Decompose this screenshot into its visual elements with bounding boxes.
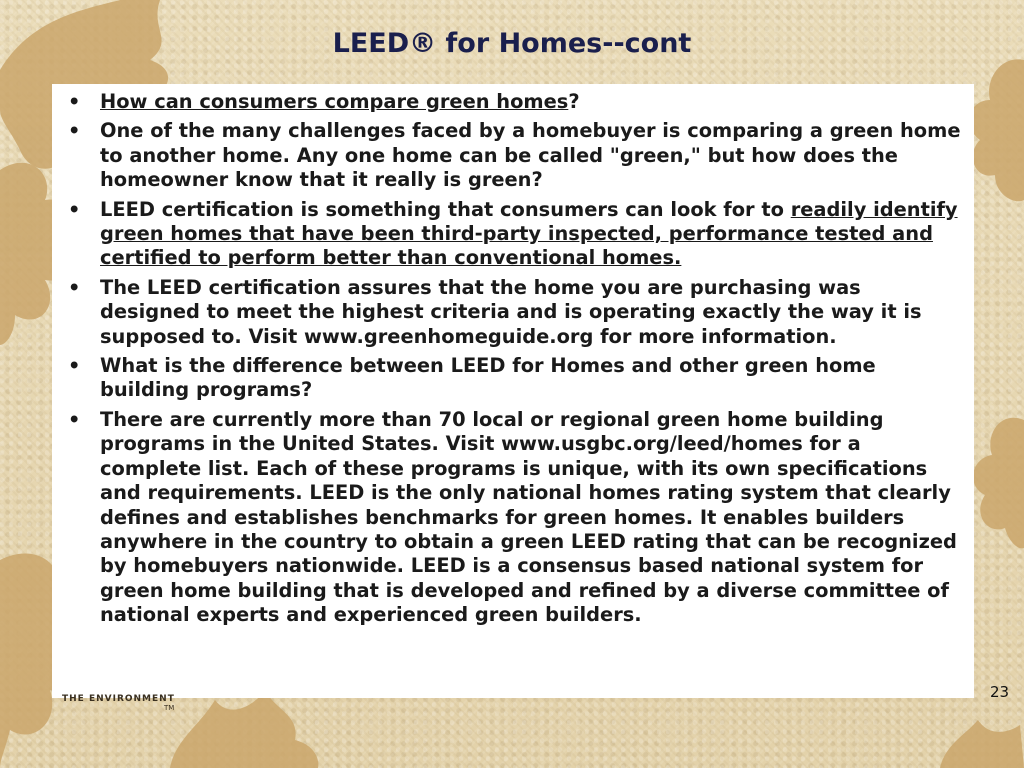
bullet-item	[64, 408, 966, 628]
bullet-text: The LEED certification assures that the home you are purchasing was designed to meet the highest criteria and is operating exactly the way it is supposed to. Visit www.greenhomeguide.org for more information.	[100, 275, 922, 348]
bullet-list	[64, 90, 966, 628]
underlined-text: readily identify green homes that have been third-party inspected, performance tested and certified to perform better than conventional homes.	[100, 197, 958, 270]
underlined-text: How can consumers compare green homes	[100, 90, 569, 113]
bullet-item	[64, 354, 966, 403]
bullet-dot: •	[68, 119, 81, 143]
bullet-text: LEED certification is something that consumers can look for to	[100, 197, 791, 221]
bullet-dot: •	[68, 407, 81, 431]
footer-trademark: TM	[164, 704, 175, 712]
bullet-text: One of the many challenges faced by a homebuyer is comparing a green home to another home. Any one home can be called "green," but how does the homeowner know that it really is green?	[100, 119, 961, 192]
content-box	[52, 84, 974, 698]
page-number: 23	[990, 683, 1010, 701]
oak-leaf-icon	[170, 690, 318, 768]
slide-title: LEED® for Homes--cont	[332, 28, 692, 59]
bullet-item	[64, 90, 966, 114]
bullet-item	[64, 276, 966, 349]
bullet-item	[64, 119, 966, 192]
footer-logo-text: THE ENVIRONMENT	[62, 694, 175, 704]
bullet-dot: •	[68, 354, 81, 378]
bullet-text: There are currently more than 70 local or regional green home building programs in the United States. Visit www.usgbc.org/leed/homes for a complete list. Each of these programs is unique, with its own specifications and requirements. LEED is the only national homes rating system that clearly defines and establishes benchmarks for green homes. It enables builders anywhere in the country to obtain a green LEED rating that can be recognized by homebuyers nationwide. LEED is a consensus based national system for green home building that is developed and refined by a diverse committee of national experts and experienced green builders.	[100, 407, 957, 627]
oak-leaf-icon	[940, 720, 1024, 768]
bullet-dot: •	[68, 275, 81, 299]
bullet-text: ?	[568, 90, 580, 113]
bullet-dot: •	[68, 197, 81, 221]
oak-leaf-icon	[973, 418, 1024, 549]
oak-leaf-icon	[969, 59, 1024, 201]
bullet-item	[64, 198, 966, 271]
bullet-dot: •	[68, 90, 81, 113]
bullet-text: What is the difference between LEED for Homes and other green home building programs?	[100, 354, 876, 402]
